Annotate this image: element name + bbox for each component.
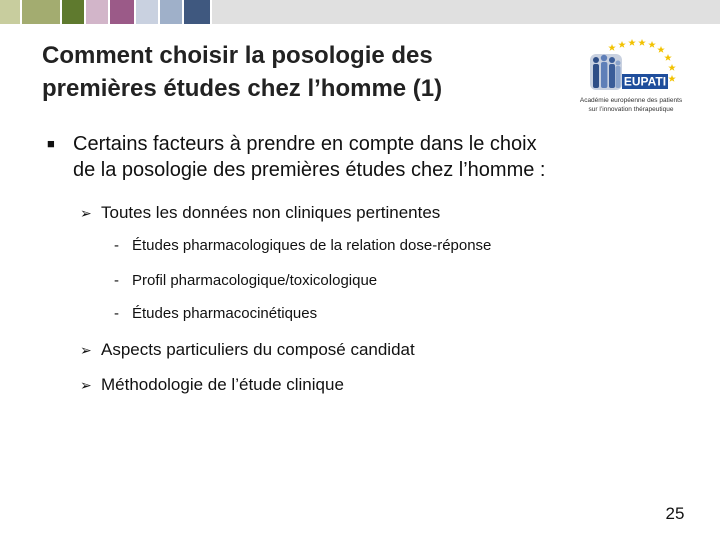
arrow-bullet-icon: ➢ (80, 205, 92, 221)
top-color-bar (0, 0, 720, 24)
top-bar-segment (160, 0, 182, 24)
sub-bullet-3-text: Méthodologie de l’étude clinique (101, 375, 344, 394)
top-bar-segment (136, 0, 158, 24)
eupati-brand-text: EUPATI (623, 74, 667, 89)
logo-subtitle (560, 96, 702, 114)
logo-subtitle-line-1: Académie européenne des patients (579, 97, 683, 104)
people-icon (590, 54, 622, 90)
sub-bullet-1 (80, 202, 440, 224)
sub-bullet-1-text: Toutes les données non cliniques pertinentes (101, 203, 441, 222)
slide-title (42, 39, 542, 105)
sub-bullet-2-text: Aspects particuliers du composé candidat (101, 340, 415, 359)
top-bar-segment (86, 0, 108, 24)
top-bar-segment (184, 0, 210, 24)
dash-bullet: - (114, 237, 119, 254)
sub-item-1-text: Études pharmacologiques de la relation dose-réponse (132, 237, 492, 254)
dash-bullet: - (114, 305, 119, 322)
main-bullet-line-1: Certains facteurs à prendre en compte dans le choix (73, 133, 537, 155)
sub-item-3-text: Études pharmacocinétiques (132, 305, 318, 322)
sub-bullet-2 (80, 339, 415, 361)
arrow-bullet-icon: ➢ (80, 342, 92, 358)
sub-item-2 (114, 271, 377, 291)
top-bar-segment (62, 0, 84, 24)
top-bar-segment (110, 0, 134, 24)
page-number: 25 (665, 504, 685, 523)
top-bar-segment (22, 0, 60, 24)
sub-item-3 (114, 304, 317, 324)
main-bullet-line-2: de la posologie des premières études chez l’homme : (73, 159, 546, 181)
top-bar-segment (212, 0, 720, 24)
sub-item-2-text: Profil pharmacologique/toxicologique (132, 272, 378, 289)
title-line-2: premières études chez l’homme (1) (42, 75, 443, 102)
square-bullet-icon: ■ (47, 136, 55, 151)
top-bar-segment (0, 0, 20, 24)
title-line-1: Comment choisir la posologie des (42, 42, 433, 69)
main-bullet (47, 131, 667, 183)
dash-bullet: - (114, 272, 119, 289)
logo-subtitle-line-2: sur l’innovation thérapeutique (588, 106, 674, 113)
sub-bullet-3 (80, 374, 344, 396)
arrow-bullet-icon: ➢ (80, 377, 92, 393)
sub-item-1 (114, 236, 491, 256)
